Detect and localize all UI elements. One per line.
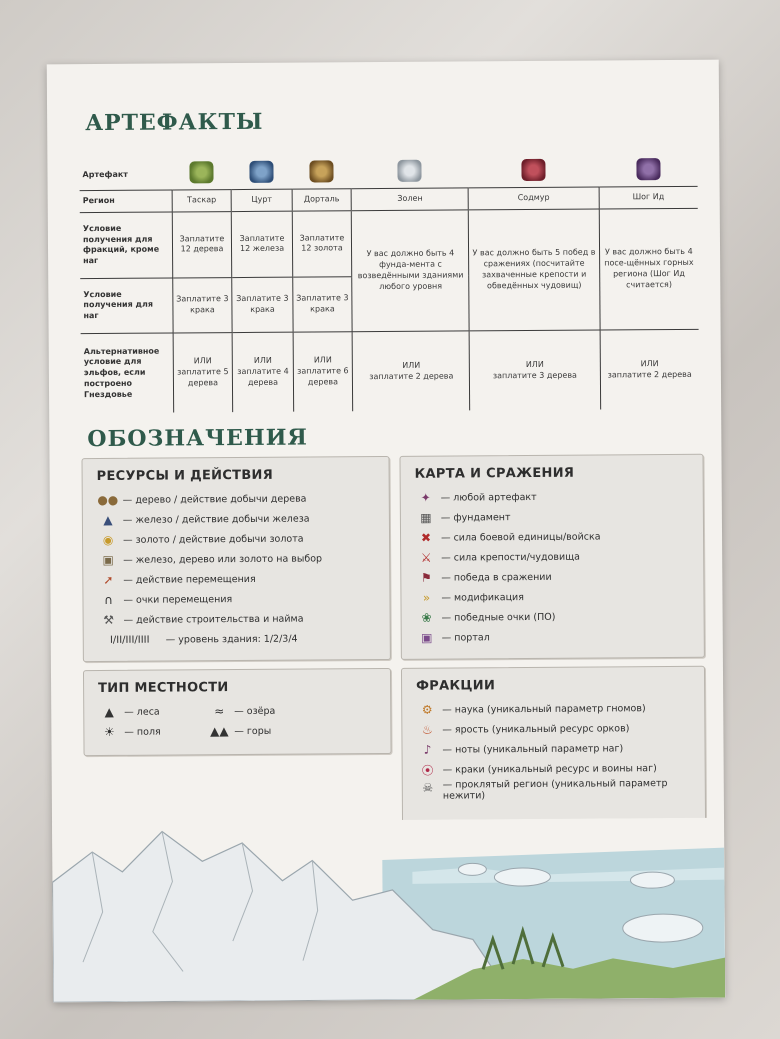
region-cell: Дорталь [292, 189, 352, 211]
alt-cell: заплатите 4 дерева [237, 366, 289, 387]
region-cell: Золен [351, 188, 468, 211]
alt-cell: заплатите 2 дерева [607, 369, 692, 379]
cond-cell: Заплатите 12 дерева [172, 211, 232, 277]
alt-cell: заплатите 5 дерева [177, 367, 229, 388]
cond-cell: Заплатите 3 крака [172, 277, 232, 332]
list-item: ▦ — фундамент [415, 506, 703, 528]
cond-cell: Заплатите 3 крака [292, 277, 352, 332]
crown-icon [309, 160, 333, 182]
list-item: ✦ — любой артефакт [415, 486, 703, 508]
table-row [80, 208, 698, 278]
cond-cell: Заплатите 12 золота [292, 211, 352, 277]
list-item: I/II/III/IIII — уровень здания: 1/2/3/4 [98, 628, 390, 650]
goblin-head-icon [189, 161, 213, 183]
resources-panel [81, 456, 390, 662]
list-item: ⦿ — краки (уникальный ресурс и воины наг) [417, 758, 705, 780]
lakes-icon: ≈ [214, 704, 225, 719]
resources-title: РЕСУРСЫ И ДЕЙСТВИЯ [96, 467, 274, 485]
cond-cell: Заплатите 3 крака [232, 277, 293, 332]
horn-icon [249, 161, 273, 183]
mountains-icon: ▲▲ [210, 724, 229, 739]
region-cell: Таскар [172, 189, 232, 211]
fortress-strength-icon: ⚔ [420, 550, 432, 565]
any-resource-icon: ▣ [102, 552, 114, 567]
alt-cell: заплатите 3 дерева [492, 370, 577, 380]
foundation-icon: ▦ [420, 510, 432, 525]
factions-title: ФРАКЦИИ [416, 678, 496, 694]
list-item: ♪ — ноты (уникальный параметр наг) [416, 738, 704, 760]
row-label-region: Регион [80, 190, 172, 213]
list-item: ▲▲ — горы [210, 724, 272, 739]
map-title: КАРТА И СРАЖЕНИЯ [414, 465, 575, 482]
crystal-icon [398, 160, 422, 182]
building-level-icon: I/II/III/IIII [109, 634, 150, 646]
alt-or: ИЛИ [313, 355, 332, 365]
artifact-icon: ✦ [420, 490, 431, 505]
victory-points-icon: ❀ [421, 610, 432, 625]
mountain-lake-illustration [52, 818, 725, 1003]
table-row [79, 156, 697, 191]
alt-or: ИЛИ [402, 360, 421, 370]
terrain-title: ТИП МЕСТНОСТИ [98, 680, 229, 697]
hammer-icon: ⚒ [103, 612, 115, 627]
list-item: ●● — дерево / действие добычи дерева [97, 492, 307, 508]
factions-panel [401, 666, 706, 824]
map-panel [399, 454, 704, 660]
list-item: ⚑ — победа в сражении [415, 566, 703, 588]
alt-cell: заплатите 6 дерева [297, 366, 349, 387]
list-item: ⚔ — сила крепости/чудовища [415, 546, 703, 568]
list-item: ▣ — портал [416, 626, 704, 648]
list-item: ♨ — ярость (уникальный ресурс орков) [416, 718, 704, 740]
unit-strength-icon: ✖ [420, 530, 432, 545]
alt-or: ИЛИ [525, 359, 544, 369]
terrain-panel [83, 668, 392, 756]
move-icon: ➚ [103, 572, 114, 587]
artifacts-table [79, 156, 699, 414]
row-label-cond-nagas: Условие получения для наг [80, 278, 172, 334]
move-points-icon: ∩ [104, 592, 113, 607]
science-icon: ⚙ [421, 702, 433, 717]
gold-icon: ◉ [102, 532, 114, 547]
list-item: ▲ — леса [98, 701, 208, 722]
rules-sheet [47, 60, 726, 1003]
book-icon [521, 159, 545, 181]
alt-or: ИЛИ [253, 356, 272, 366]
list-item: ▲ — железо / действие добычи железа [97, 508, 389, 530]
region-cell: Шог Ид [599, 186, 698, 209]
list-item: ⚙ — наука (уникальный параметр гномов) [416, 698, 704, 720]
cond-cell: У вас должно быть 4 посе-щённых горных региона (Шог Ид считается) [599, 208, 699, 330]
legend-title: ОБОЗНАЧЕНИЯ [87, 424, 308, 453]
cond-cell: У вас должно быть 4 фунда-мента с возведёнными зданиями любого уровня [352, 210, 470, 332]
row-label-artifact: Артефакт [79, 159, 171, 190]
modification-icon: » [422, 590, 431, 605]
alt-or: ИЛИ [640, 358, 659, 368]
cond-cell: Заплатите 12 железа [232, 211, 293, 277]
list-item: ≈ — озёра [208, 700, 318, 721]
chalice-icon [636, 158, 660, 180]
row-label-cond-elves: Альтернативное условие для эльфов, если построено Гнездовье [83, 346, 160, 399]
fields-icon: ☀ [103, 724, 115, 739]
wood-icon: ●● [97, 492, 119, 508]
cursed-region-icon: ☠ [422, 780, 434, 795]
alt-cell: заплатите 2 дерева [369, 371, 454, 381]
region-cell: Цурт [232, 189, 292, 211]
region-cell: Содмур [469, 187, 599, 210]
list-item: ⚒ — действие строительства и найма [98, 608, 390, 630]
list-item: ✖ — сила боевой единицы/войска [415, 526, 703, 548]
list-item: ▣ — железо, дерево или золото на выбор [97, 548, 389, 570]
rage-icon: ♨ [421, 722, 433, 737]
list-item: ◉ — золото / действие добычи золота [97, 528, 389, 550]
notes-icon: ♪ [423, 742, 432, 757]
list-item: ∩ — очки перемещения [97, 588, 389, 610]
list-item: » — модификация [415, 586, 703, 608]
list-item: ➚ — действие перемещения [97, 568, 389, 590]
list-item: ❀ — победные очки (ПО) [416, 606, 704, 628]
row-label-cond-factions: Условие получения для фракций, кроме наг [80, 212, 172, 279]
list-item: ☠ — проклятый регион (уникальный параметр нежити) [417, 778, 705, 810]
cond-cell: У вас должно быть 5 побед в сражениях (посчитайте захваченные крепости и обведённых чудовищ) [469, 209, 600, 331]
alt-or: ИЛИ [193, 356, 212, 366]
kraki-icon: ⦿ [421, 763, 434, 778]
portal-icon: ▣ [421, 630, 433, 645]
forest-icon: ▲ [104, 704, 114, 719]
iron-icon: ▲ [103, 512, 113, 527]
victory-icon: ⚑ [420, 570, 432, 585]
list-item: ☀ — поля [98, 721, 208, 742]
artifacts-title: АРТЕФАКТЫ [85, 108, 264, 137]
table-row [81, 329, 700, 413]
